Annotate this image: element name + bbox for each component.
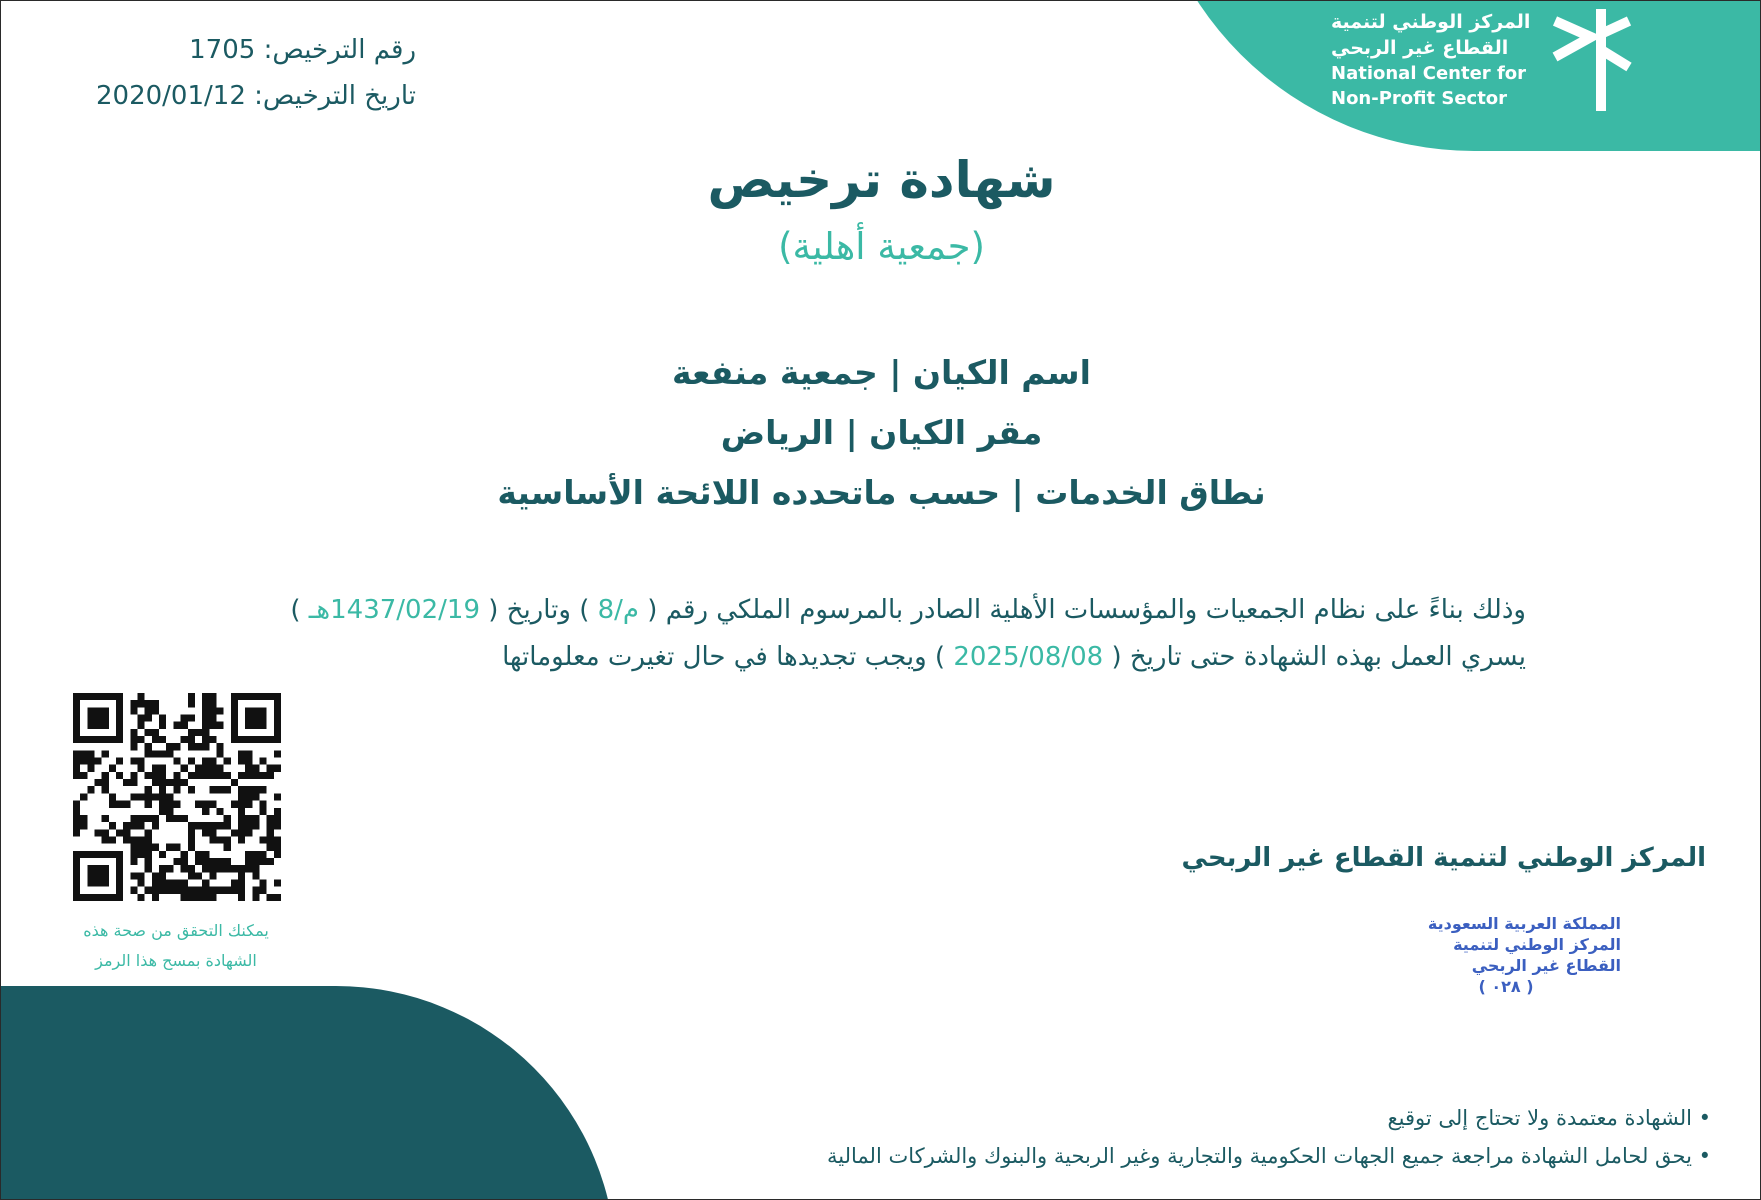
license-date: 2020/01/12 xyxy=(96,81,246,111)
separator: | xyxy=(1000,473,1024,512)
basis-text: وذلك بناءً على نظام الجمعيات والمؤسسات الأهلية الصادر بالمرسوم الملكي رقم ( xyxy=(647,595,1526,625)
validity-text: ) ويجب تجديدها في حال تغيرت معلوماتها xyxy=(502,642,946,672)
license-date-label: تاريخ الترخيص: xyxy=(254,81,416,111)
service-scope-label: نطاق الخدمات xyxy=(1035,473,1266,512)
qr-note-line2: الشهادة بمسح هذا الرمز xyxy=(95,951,257,970)
separator: | xyxy=(834,413,858,452)
basis-text: ) وتاريخ ( xyxy=(488,595,590,625)
license-number-label: رقم الترخيص: xyxy=(263,35,416,65)
entity-hq: الرياض xyxy=(720,413,835,452)
logo-en-line1: National Center for xyxy=(1331,63,1527,84)
note-text: يحق لحامل الشهادة مراجعة جميع الجهات الحكومية والتجارية وغير الربحية والبنوك والشركات المالية xyxy=(827,1144,1692,1168)
entity-name: جمعية منفعة xyxy=(672,353,878,392)
basis-line1 xyxy=(201,587,1526,634)
logo-en-line2: Non-Profit Sector xyxy=(1331,88,1508,109)
basis-line2 xyxy=(201,634,1526,681)
separator: | xyxy=(877,353,902,392)
stamp-number: ( ٠٢٨ ) xyxy=(1478,977,1534,996)
legal-basis xyxy=(201,587,1526,681)
decree-date: 1437/02/19هـ xyxy=(308,595,480,625)
logo-ar-line1: المركز الوطني لتنمية xyxy=(1331,11,1531,33)
official-stamp xyxy=(1381,913,1621,997)
stamp-line1: المملكة العربية السعودية xyxy=(1427,914,1621,933)
logo-text xyxy=(1331,9,1531,111)
license-meta xyxy=(41,27,416,119)
decree-number: م/8 xyxy=(597,595,640,625)
certificate-title: شهادة ترخيص xyxy=(707,151,1056,209)
service-scope: حسب ماتحدده اللائحة الأساسية xyxy=(497,473,1001,512)
bottom-left-decoration xyxy=(0,986,616,1200)
note-text: الشهادة معتمدة ولا تحتاج إلى توقيع xyxy=(1387,1106,1692,1130)
entity-name-row xyxy=(1,343,1761,403)
qr-note xyxy=(41,916,311,976)
entity-hq-label: مقر الكيان xyxy=(869,413,1043,452)
certificate-notes xyxy=(681,1099,1711,1175)
license-number: 1705 xyxy=(189,35,256,65)
entity-hq-row xyxy=(1,403,1761,463)
stamp-line2: المركز الوطني لتنمية xyxy=(1453,935,1621,954)
basis-text: ) xyxy=(290,595,301,625)
note-item: • الشهادة معتمدة ولا تحتاج إلى توقيع xyxy=(1387,1106,1711,1130)
ncnp-logo-icon xyxy=(1541,7,1633,115)
qr-note-line1: يمكنك التحقق من صحة هذه xyxy=(83,921,269,940)
validity-text: يسري العمل بهذه الشهادة حتى تاريخ ( xyxy=(1111,642,1526,672)
entity-details xyxy=(1,343,1761,523)
qr-code-icon[interactable] xyxy=(73,693,281,901)
valid-until-date: 2025/08/08 xyxy=(953,642,1104,672)
license-number-row xyxy=(41,27,416,73)
certificate-subtitle: (جمعية أهلية) xyxy=(778,225,985,268)
issuer-name: المركز الوطني لتنمية القطاع غير الربحي xyxy=(1181,843,1706,873)
note-item: • يحق لحامل الشهادة مراجعة جميع الجهات الحكومية والتجارية وغير الربحية والبنوك والشركات المالية xyxy=(827,1144,1711,1168)
service-scope-row xyxy=(1,463,1761,523)
stamp-line3: القطاع غير الربحي xyxy=(1471,956,1621,975)
license-date-row xyxy=(41,73,416,119)
logo-ar-line2: القطاع غير الربحي xyxy=(1331,37,1509,59)
entity-name-label: اسم الكيان xyxy=(912,353,1091,392)
